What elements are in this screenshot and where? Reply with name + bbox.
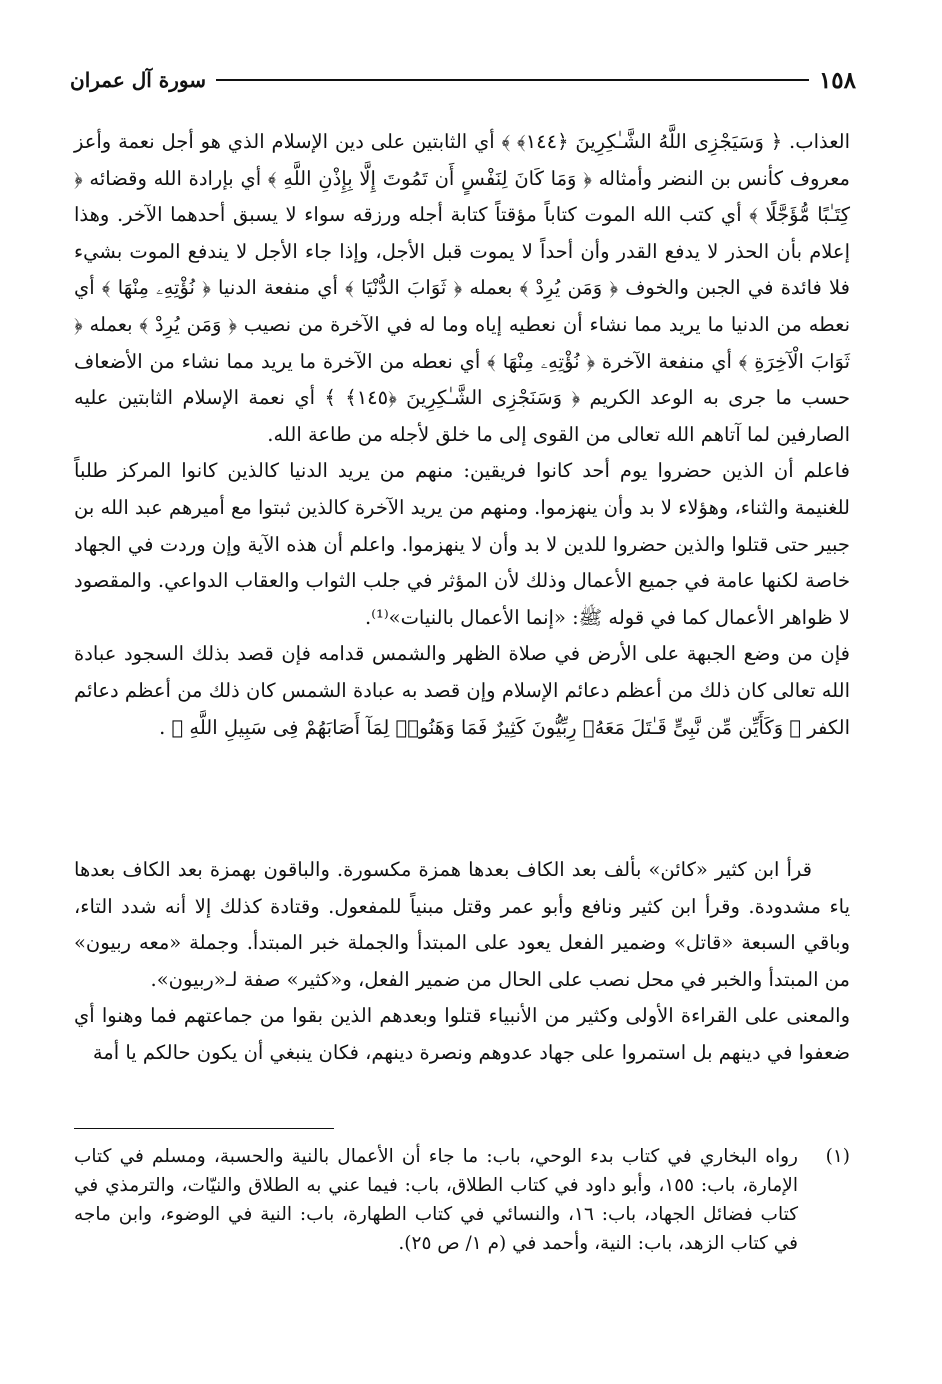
- page-number: ١٥٨: [818, 66, 856, 94]
- readings-text: [74, 852, 850, 1072]
- running-header: [70, 62, 856, 98]
- paragraph: فاعلم أن الذين حضروا يوم أحد كانوا فريقين: منهم من يريد الدنيا كالذين كانوا المركز طلباً للغنيمة والثناء، وهؤلاء لا بد وأن ينهزموا. ومنهم من يريد الآخرة كالذين ثبتوا مع أميرهم عبد الله بن جبير حتى قتلوا والذين حضروا للدين لا بد وأن لا ينهزموا. واعلم أن هذه الآية وإن وردت في الجهاد خاصة لكنها عامة في جميع الأعمال وذلك لأن المؤثر في جلب الثواب والعقاب الدواعي. والمقصود لا ظواهر الأعمال كما في قوله ﷺ: «إنما الأعمال بالنيات»⁽¹⁾.: [74, 459, 850, 629]
- footnote-text: رواه البخاري في كتاب بدء الوحي، باب: ما جاء أن الأعمال بالنية والحسبة، ومسلم في كتاب الإمارة، باب: ١٥٥، وأبو داود في كتاب الطلاق، باب: فيما عني به الطلاق والنيّات، والترمذي في كتاب فضائل الجهاد، باب: ١٦، والنسائي في كتاب الطهارة، باب: النية في الوضوء، وابن ماجه في كتاب الزهد، باب: النية، وأحمد في (م ١/ ص ٢٥).: [74, 1146, 799, 1254]
- header-rule: [216, 79, 809, 81]
- footnote: [74, 1142, 850, 1258]
- paragraph: والمعنى على القراءة الأولى وكثير من الأنبياء قتلوا وبعدهم الذين بقوا من جماعتهم فما وهنوا أي ضعفوا في دينهم بل استمروا على جهاد عدوهم ونصرة دينهم، فكان ينبغي أن يكون حالكم يا أمة: [74, 1004, 850, 1064]
- footnote-marker: (١): [825, 1146, 850, 1167]
- surah-name: سورة آل عمران: [70, 68, 207, 92]
- paragraph: فإن من وضع الجبهة على الأرض في صلاة الظهر والشمس قدامه فإن قصد بذلك السجود عبادة الله تعالى كان ذلك من أعظم دعائم الإسلام وإن قصد به عبادة الشمس كان ذلك من أعظم دعائم الكفر ﴿ وَكَأَيِّن مِّن نَّبِىٍّ قَـٰتَلَ مَعَهُۥ رِبِّيُّونَ كَثِيرٌ فَمَا وَهَنُوا۟ لِمَآ أَصَابَهُمْ فِى سَبِيلِ اللَّهِ ﴾ .: [74, 642, 850, 739]
- commentary-text: [74, 124, 850, 746]
- footnote-divider: [74, 1128, 334, 1129]
- paragraph: قرأ ابن كثير «كائن» بألف بعد الكاف بعدها همزة مكسورة. والباقون بهمزة بعد الكاف بعدها ياء مشدودة. وقرأ ابن كثير ونافع وأبو عمر وقتل مبنياً للمفعول. وقتادة كذلك إلا أنه شدد التاء، وباقي السبعة «قاتل» وضمير الفعل يعود على المبتدأ والجملة خبر المبتدأ. وجملة «معه ربيون» من المبتدأ والخبر في محل نصب على الحال من ضمير الفعل، و«كثير» صفة لـ«ربيون».: [74, 858, 850, 991]
- paragraph: العذاب. ﴿ وَسَيَجْزِى اللَّهُ الشَّـٰكِرِينَ ﴿١٤٤﴾ ﴾ أي الثابتين على دين الإسلام الذي هو أجل نعمة وأعز معروف كأنس بن النضر وأمثاله ﴿ وَمَا كَانَ لِنَفْسٍ أَن تَمُوتَ إِلَّا بِإِذْنِ اللَّهِ ﴾ أي بإرادة الله وقضائه ﴿ كِتَـٰبًا مُّؤَجَّلًا ﴾ أي كتب الله الموت كتاباً مؤقتاً كتابة أجله ورزقه سواء لا يسبق أحدهما الآخر. وهذا إعلام بأن الحذر لا يدفع القدر وأن أحداً لا يموت قبل الأجل، وإذا جاء الأجل لا يندفع الموت بشيء فلا فائدة في الجبن والخوف ﴿ وَمَن يُرِدْ ﴾ بعمله ﴿ ثَوَابَ الدُّنْيَا ﴾ أي منفعة الدنيا ﴿ نُؤْتِهِۦ مِنْهَا ﴾ أي نعطه من الدنيا ما يريد مما نشاء أن نعطيه إياه وما له في الآخرة من نصيب ﴿ وَمَن يُرِدْ ﴾ بعمله ﴿ ثَوَابَ الْآخِرَةِ ﴾ أي منفعة الآخرة ﴿ نُؤْتِهِۦ مِنْهَا ﴾ أي نعطه من الآخرة ما يريد مما نشاء من الأضعاف حسب ما جرى به الوعد الكريم ﴿ وَسَنَجْزِى الشَّـٰكِرِينَ ﴿١٤٥﴾ ﴾ أي نعمة الإسلام الثابتين عليه الصارفين لما آتاهم الله تعالى من القوى إلى ما خلق لأجله من طاعة الله.: [74, 130, 851, 446]
- footnotes: [74, 1142, 850, 1258]
